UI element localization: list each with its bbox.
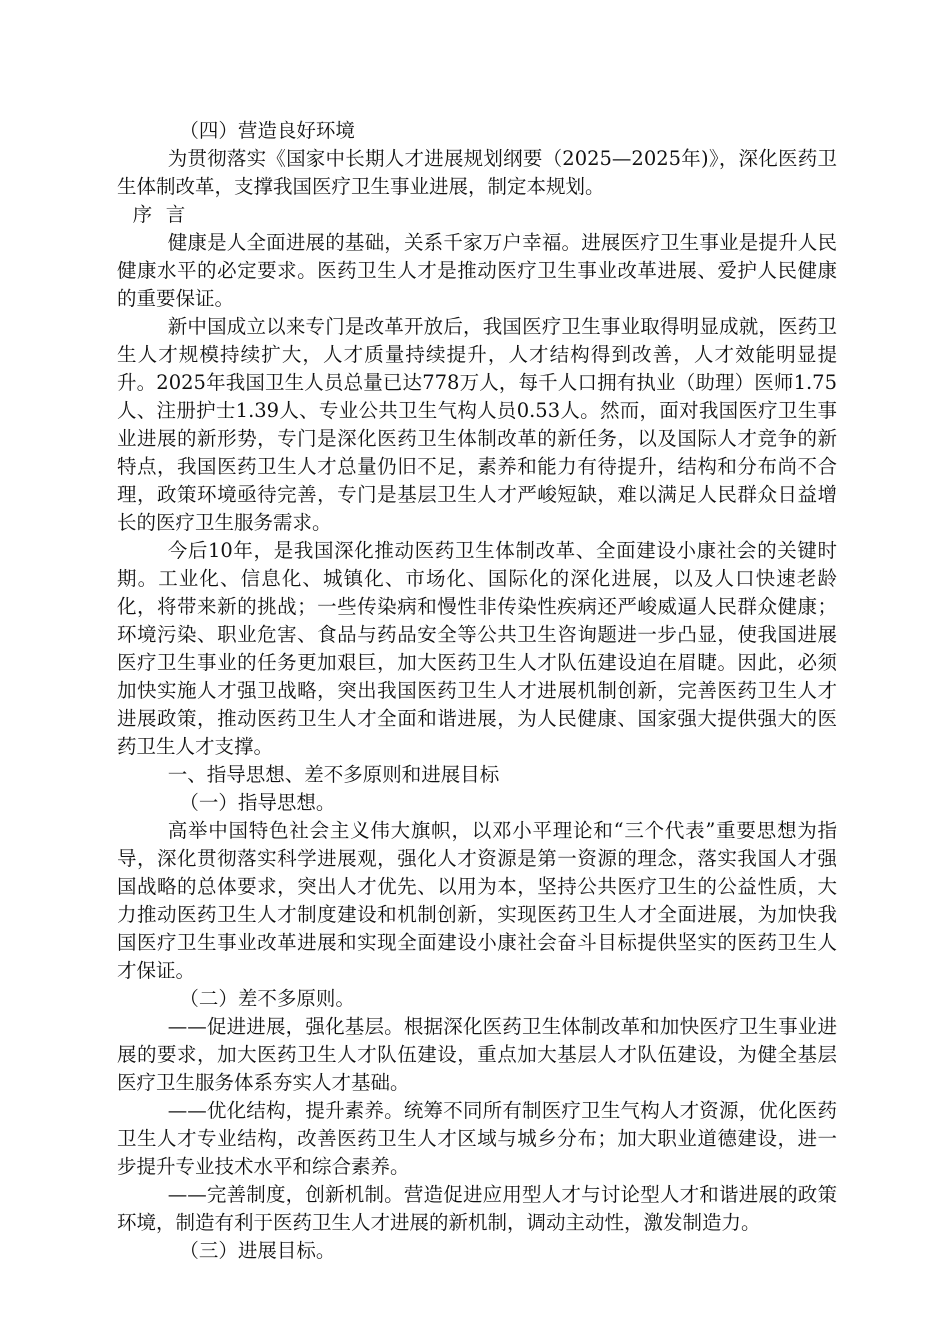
subheading-guiding-thought: （一）指导思想。 (179, 791, 336, 814)
preface-heading: 序言 (132, 203, 199, 226)
paragraph-next-ten-years: 今后10年，是我国深化推动医药卫生体制改革、全面建设小康社会的关键时期。工业化、信息化、城镇化、市场化、国际化的深化进展，以及人口快速老龄化，将带来新的挑战；一些传染病和慢性非传染性疾病还严峻威逼人民群众健康；环境污染、职业危害、食品与药品安全等公共卫生咨询题进一步凸显，使我国进展医疗卫生事业的任务更加艰巨，加大医药卫生人才队伍建设迫在眉睫。因此，必须加快实施人才强卫战略，突出我国医药卫生人才进展机制创新，完善医药卫生人才进展政策，推动医药卫生人才全面和谐进展，为人民健康、国家强大提供强大的医药卫生人才支撑。 (117, 539, 837, 758)
paragraph-principle-structure: ——优化结构，提升素养。统筹不同所有制医疗卫生气构人才资源，优化医药卫生人才专业结构，改善医药卫生人才区域与城乡分布；加大职业道德建设，进一步提升专业技术水平和综合素养。 (117, 1099, 837, 1178)
paragraph-health-foundation: 健康是人全面进展的基础，关系千家万户幸福。进展医疗卫生事业是提升人民健康水平的必定要求。医药卫生人才是推动医疗卫生事业改革进展、爱护人民健康的重要保证。 (117, 231, 837, 310)
paragraph-principle-grassroots: ——促进进展，强化基层。根据深化医药卫生体制改革和加快医疗卫生事业进展的要求，加大医药卫生人才队伍建设，重点加大基层人才队伍建设，为健全基层医疗卫生服务体系夯实人才基础。 (117, 1015, 837, 1094)
subheading-development-goals: （三）进展目标。 (179, 1239, 336, 1262)
subheading-create-environment: （四）营造良好环境 (179, 119, 355, 142)
paragraph-achievements: 新中国成立以来专门是改革开放后，我国医疗卫生事业取得明显成就，医药卫生人才规模持续扩大，人才质量持续提升，人才结构得到改善，人才效能明显提升。2025年我国卫生人员总量已达778万人，每千人口拥有执业（助理）医师1.75人、注册护士1.39人、专业公共卫生气构人员0.53人。然而，面对我国医疗卫生事业进展的新形势，专门是深化医药卫生体制改革的新任务，以及国际人才竞争的新特点，我国医药卫生人才总量仍旧不足，素养和能力有待提升，结构和分布尚不合理，政策环境亟待完善，专门是基层卫生人才严峻短缺，难以满足人民群众日益增长的医疗卫生服务需求。 (117, 315, 837, 534)
subheading-basic-principles: （二）差不多原则。 (179, 987, 355, 1010)
paragraph-guiding-thought: 高举中国特色社会主义伟大旗帜，以邓小平理论和“三个代表”重要思想为指导，深化贯彻落实科学进展观，强化人才资源是第一资源的理念，落实我国人才强国战略的总体要求，突出人才优先、以用为本，坚持公共医疗卫生的公益性质，大力推动医药卫生人才制度建设和机制创新，实现医药卫生人才全面进展，为加快我国医疗卫生事业改革进展和实现全面建设小康社会奋斗目标提供坚实的医药卫生人才保证。 (117, 819, 837, 982)
paragraph-purpose: 为贯彻落实《国家中长期人才进展规划纲要（2025—2025年)》，深化医药卫生体制改革，支撑我国医疗卫生事业进展，制定本规划。 (117, 147, 837, 198)
section-heading-guiding-principles: 一、指导思想、差不多原则和进展目标 (167, 763, 500, 786)
document-body (117, 117, 837, 1265)
paragraph-principle-mechanism: ——完善制度，创新机制。营造促进应用型人才与讨论型人才和谐进展的政策环境，制造有利于医药卫生人才进展的新机制，调动主动性，激发制造力。 (117, 1183, 837, 1234)
